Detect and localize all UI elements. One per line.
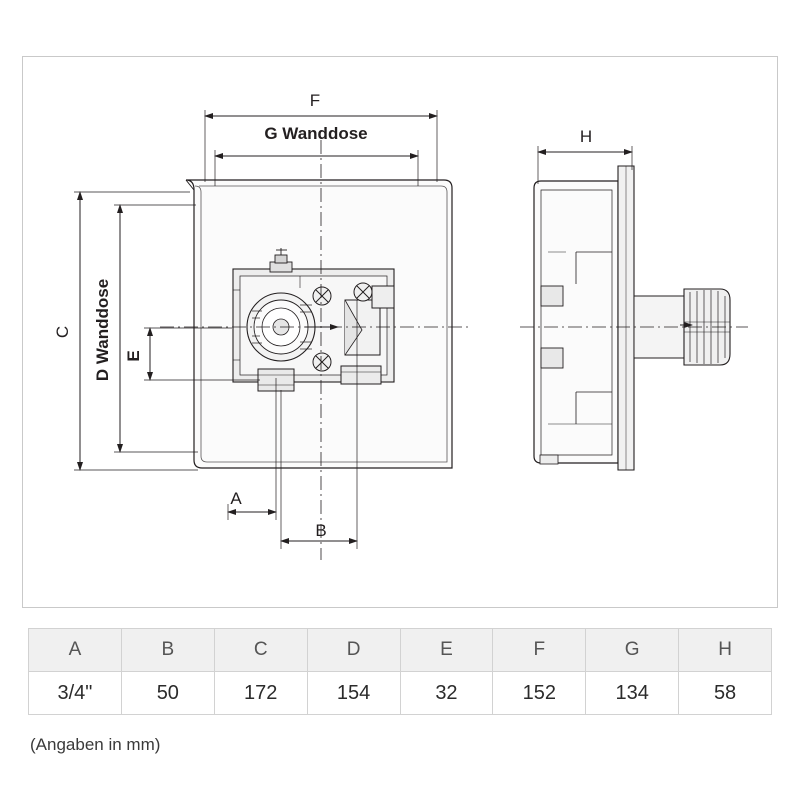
table-row bbox=[29, 672, 772, 715]
table-cell-d: 154 bbox=[307, 672, 400, 715]
table-header-d: D bbox=[307, 629, 400, 672]
side-view bbox=[520, 166, 748, 470]
table-header-a: A bbox=[29, 629, 122, 672]
table-cell-g: 134 bbox=[586, 672, 679, 715]
label-G: G Wanddose bbox=[264, 124, 368, 143]
table-cell-c: 172 bbox=[214, 672, 307, 715]
table-header-row bbox=[29, 629, 772, 672]
label-B: B bbox=[315, 521, 327, 540]
table-header-f: F bbox=[493, 629, 586, 672]
table-cell-a: 3/4" bbox=[29, 672, 122, 715]
table-header-c: C bbox=[214, 629, 307, 672]
label-F: F bbox=[309, 91, 321, 110]
label-E: E bbox=[124, 350, 143, 362]
table-header-b: B bbox=[121, 629, 214, 672]
table-cell-e: 32 bbox=[400, 672, 493, 715]
label-A: A bbox=[230, 489, 242, 508]
label-H: H bbox=[579, 127, 593, 146]
table-cell-b: 50 bbox=[121, 672, 214, 715]
table-header-g: G bbox=[586, 629, 679, 672]
table-cell-h: 58 bbox=[679, 672, 772, 715]
table-header-h: H bbox=[679, 629, 772, 672]
table-cell-f: 152 bbox=[493, 672, 586, 715]
dimension-D bbox=[114, 205, 198, 452]
table-header-e: E bbox=[400, 629, 493, 672]
label-D: D Wanddose bbox=[93, 278, 112, 382]
units-note: (Angaben in mm) bbox=[30, 735, 161, 754]
dimensions-table bbox=[28, 628, 772, 715]
label-C: C bbox=[53, 325, 72, 339]
front-view-valve-body bbox=[233, 248, 394, 391]
